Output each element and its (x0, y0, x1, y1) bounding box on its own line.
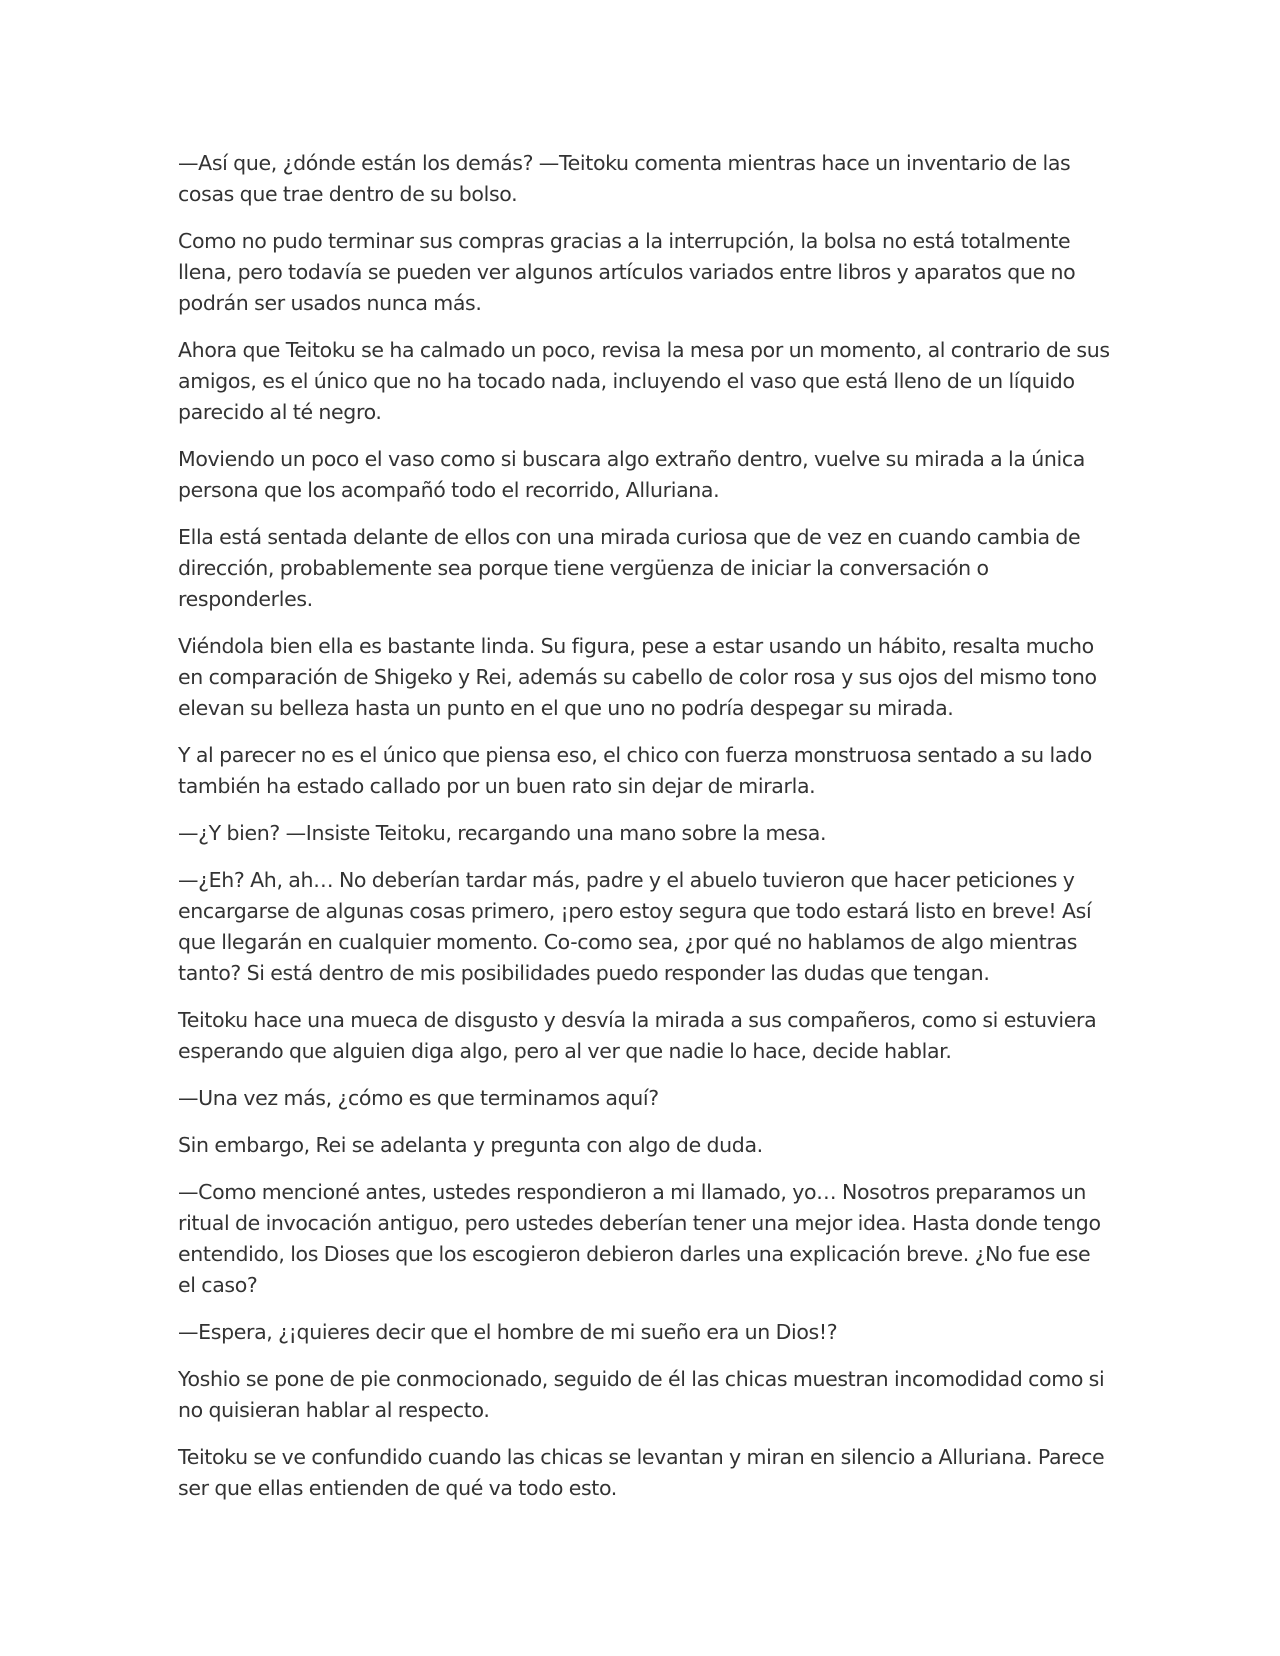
paragraph: Yoshio se pone de pie conmocionado, seguido de él las chicas muestran incomodidad como si no quisieran hablar al respecto. (178, 1367, 1105, 1422)
paragraph: —Espera, ¿¡quieres decir que el hombre de mi sueño era un Dios!? (178, 1320, 838, 1344)
paragraph: Viéndola bien ella es bastante linda. Su figura, pese a estar usando un hábito, resalta mucho en comparación de Shigeko y Rei, además su cabello de color rosa y sus ojos del mismo tono elevan su belleza hasta un punto en el que uno no podría despegar su mirada. (178, 634, 1097, 720)
paragraph: Y al parecer no es el único que piensa eso, el chico con fuerza monstruosa sentado a su lado también ha estado callado por un buen rato sin dejar de mirarla. (178, 743, 1092, 798)
document-body (178, 148, 1110, 1520)
paragraph: —¿Y bien? —Insiste Teitoku, recargando una mano sobre la mesa. (178, 821, 827, 845)
paragraph: —Como mencioné antes, ustedes respondieron a mi llamado, yo… Nosotros preparamos un ritual de invocación antiguo, pero ustedes deberían tener una mejor idea. Hasta donde tengo entendido, los Dioses que los escogieron debieron darles una explicación breve. ¿No fue ese el caso? (178, 1180, 1101, 1297)
paragraph: Como no pudo terminar sus compras gracias a la interrupción, la bolsa no está totalmente llena, pero todavía se pueden ver algunos artículos variados entre libros y aparatos que no podrán ser usados nunca más. (178, 229, 1076, 315)
paragraph: Moviendo un poco el vaso como si buscara algo extraño dentro, vuelve su mirada a la única persona que los acompañó todo el recorrido, Alluriana. (178, 447, 1085, 502)
paragraph: Teitoku hace una mueca de disgusto y desvía la mirada a sus compañeros, como si estuviera esperando que alguien diga algo, pero al ver que nadie lo hace, decide hablar. (178, 1008, 1097, 1063)
paragraph: —¿Eh? Ah, ah… No deberían tardar más, padre y el abuelo tuvieron que hacer peticiones y encargarse de algunas cosas primero, ¡pero estoy segura que todo estará listo en breve! Así que llegarán en cualquier momento. Co-como sea, ¿por qué no hablamos de algo mientras tanto? Si está dentro de mis posibilidades puedo responder las dudas que tengan. (178, 868, 1092, 985)
paragraph: Ahora que Teitoku se ha calmado un poco, revisa la mesa por un momento, al contrario de sus amigos, es el único que no ha tocado nada, incluyendo el vaso que está lleno de un líquido parecido al té negro. (178, 338, 1110, 424)
paragraph: —Así que, ¿dónde están los demás? —Teitoku comenta mientras hace un inventario de las cosas que trae dentro de su bolso. (178, 151, 1071, 206)
paragraph: —Una vez más, ¿cómo es que terminamos aquí? (178, 1086, 659, 1110)
paragraph: Teitoku se ve confundido cuando las chicas se levantan y miran en silencio a Alluriana. Parece ser que ellas entienden de qué va todo esto. (178, 1445, 1105, 1500)
paragraph: Sin embargo, Rei se adelanta y pregunta con algo de duda. (178, 1133, 763, 1157)
paragraph: Ella está sentada delante de ellos con una mirada curiosa que de vez en cuando cambia de dirección, probablemente sea porque tiene vergüenza de iniciar la conversación o responderles. (178, 525, 1081, 611)
